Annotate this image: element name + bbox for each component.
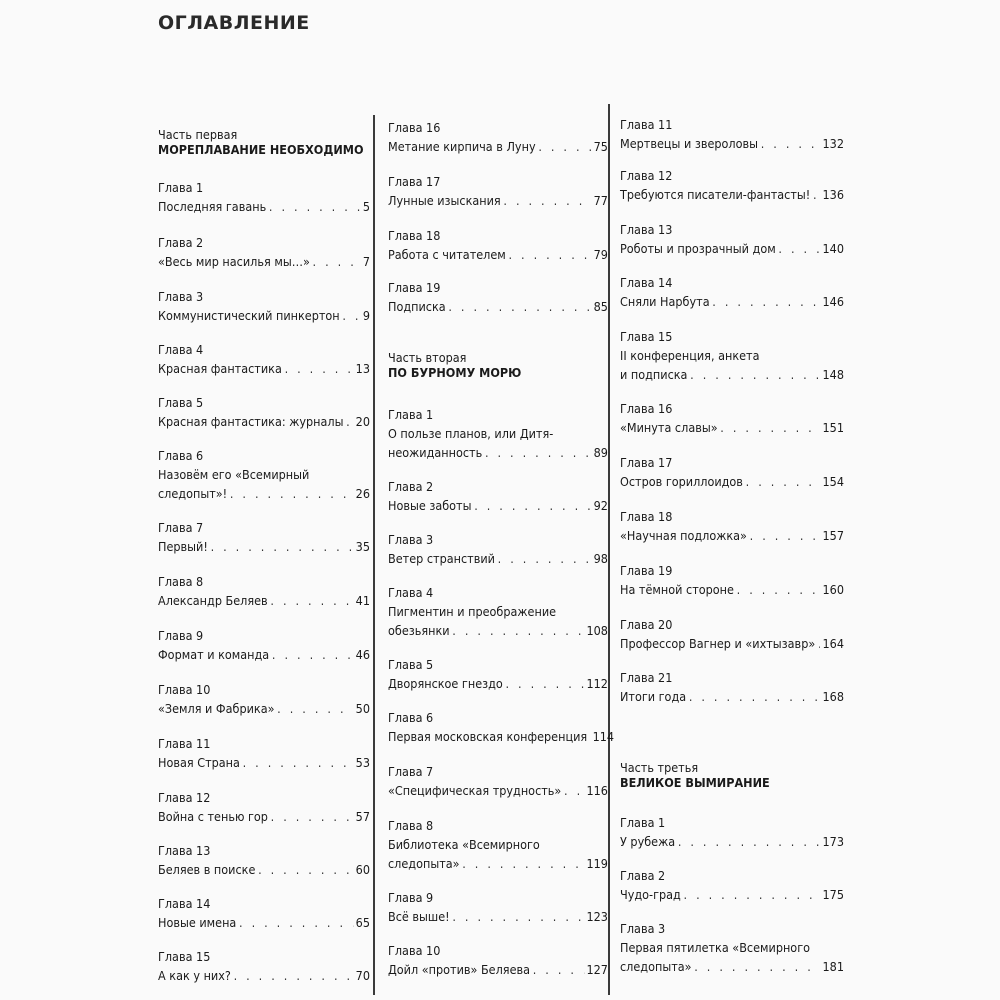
dot-leader <box>813 185 820 204</box>
dot-leader <box>313 252 361 271</box>
chapter-title: На тёмной стороне <box>620 582 734 597</box>
dot-leader <box>750 526 820 545</box>
chapter-title-row <box>620 526 844 545</box>
toc-entry[interactable] <box>158 287 370 325</box>
page-number: 57 <box>355 809 370 824</box>
chapter-title-row <box>388 137 608 156</box>
toc-entry[interactable] <box>620 813 844 851</box>
chapter-title-row <box>158 753 370 772</box>
chapter-title: Первая московская конференция <box>388 729 588 744</box>
chapter-title-row <box>388 854 608 873</box>
page-number: 157 <box>822 528 844 543</box>
dot-leader <box>346 412 353 431</box>
chapter-title: Война с тенью гор <box>158 809 268 824</box>
chapter-label: Глава 3 <box>388 532 434 547</box>
chapter-label: Глава 20 <box>620 617 673 632</box>
dot-leader <box>230 484 353 503</box>
page-number: 140 <box>822 241 844 256</box>
chapter-title-row <box>388 960 608 979</box>
page-number: 114 <box>592 729 615 744</box>
dot-leader <box>712 292 819 311</box>
dot-leader <box>778 239 819 258</box>
page-number: 85 <box>593 299 608 314</box>
toc-entry[interactable] <box>158 680 370 718</box>
chapter-title-row <box>388 245 608 264</box>
part-title: МОРЕПЛАВАНИЕ НЕОБХОДИМО <box>158 142 364 157</box>
chapter-title-row <box>388 621 608 640</box>
toc-entry[interactable] <box>388 816 608 873</box>
chapter-title: «Научная подложка» <box>620 528 747 543</box>
page-number: 77 <box>593 193 608 208</box>
chapter-title: Александр Беляев <box>158 593 268 608</box>
chapter-title: А как у них? <box>158 968 231 983</box>
page-number: 13 <box>355 361 370 376</box>
chapter-label: Глава 2 <box>388 479 434 494</box>
chapter-label: Глава 7 <box>158 520 204 535</box>
chapter-label: Глава 3 <box>158 289 204 304</box>
dot-leader <box>684 885 820 904</box>
chapter-title: следопыт»! <box>158 486 228 501</box>
page-number: 112 <box>586 676 608 691</box>
page-number: 175 <box>822 887 844 902</box>
toc-entry[interactable] <box>620 399 844 437</box>
dot-leader <box>533 960 584 979</box>
chapter-title: Красная фантастика <box>158 361 282 376</box>
toc-entry[interactable] <box>620 615 844 653</box>
chapter-label: Глава 6 <box>388 710 434 725</box>
chapter-title-line: Библиотека «Всемирного <box>388 837 540 852</box>
chapter-title: Работа с читателем <box>388 247 506 262</box>
chapter-label: Глава 2 <box>620 868 666 883</box>
chapter-title: Чудо-град <box>620 887 681 902</box>
chapter-title-row <box>620 634 844 653</box>
toc-entry[interactable] <box>158 947 370 985</box>
toc-entry[interactable] <box>388 583 608 640</box>
chapter-title-row <box>158 807 370 826</box>
toc-entry[interactable] <box>158 734 370 772</box>
toc-entry[interactable] <box>620 919 844 976</box>
chapter-label: Глава 13 <box>620 222 673 237</box>
page-number: 148 <box>822 367 844 382</box>
chapter-label: Глава 5 <box>158 395 204 410</box>
chapter-label: Глава 19 <box>388 280 441 295</box>
chapter-title-row <box>388 496 608 515</box>
chapter-title: Всё выше! <box>388 909 450 924</box>
chapter-title-row <box>158 913 370 932</box>
toc-entry[interactable] <box>620 273 844 311</box>
toc-entry[interactable] <box>620 453 844 491</box>
dot-leader <box>452 907 583 926</box>
dot-leader <box>277 699 353 718</box>
chapter-title-row <box>620 580 844 599</box>
chapter-title-row <box>388 907 608 926</box>
chapter-title-row <box>158 537 370 556</box>
toc-entry[interactable] <box>620 561 844 599</box>
toc-entry[interactable] <box>388 477 608 515</box>
toc-entry[interactable] <box>388 762 608 800</box>
chapter-title-row <box>388 297 608 316</box>
chapter-title-row <box>158 966 370 985</box>
chapter-label: Глава 13 <box>158 843 211 858</box>
page-number: 164 <box>822 636 844 651</box>
chapter-title-row <box>158 306 370 325</box>
part-title: ПО БУРНОМУ МОРЮ <box>388 365 522 380</box>
dot-leader <box>342 306 360 325</box>
chapter-title-row <box>158 359 370 378</box>
page-number: 154 <box>822 474 844 489</box>
chapter-title-line: Назовём его «Всемирный <box>158 467 310 482</box>
chapter-title: следопыта» <box>620 959 692 974</box>
toc-entry[interactable] <box>388 172 608 210</box>
chapter-title: Первый! <box>158 539 208 554</box>
dot-leader <box>689 687 820 706</box>
chapter-title: Итоги года <box>620 689 687 704</box>
chapter-title: Профессор Вагнер и «ихтызавр» <box>620 636 816 651</box>
toc-entry[interactable] <box>158 518 370 556</box>
chapter-title-line: II конференция, анкета <box>620 348 760 363</box>
chapter-title: «Специфическая трудность» <box>388 783 562 798</box>
page-number: 7 <box>362 254 370 269</box>
chapter-label: Глава 10 <box>158 682 211 697</box>
chapter-label: Глава 15 <box>620 329 673 344</box>
chapter-label: Глава 19 <box>620 563 673 578</box>
toc-entry[interactable] <box>158 626 370 664</box>
chapter-label: Глава 18 <box>620 509 673 524</box>
chapter-label: Глава 7 <box>388 764 434 779</box>
toc-entry[interactable] <box>388 278 608 316</box>
chapter-title-row <box>388 549 608 568</box>
toc-entry[interactable] <box>620 866 844 904</box>
chapter-title-row <box>158 252 370 271</box>
dot-leader <box>564 781 584 800</box>
dot-leader <box>211 537 353 556</box>
chapter-title: Сняли Нарбута <box>620 294 710 309</box>
chapter-label: Глава 11 <box>620 117 673 132</box>
chapter-title: Ветер странствий <box>388 551 495 566</box>
page-number: 60 <box>355 862 370 877</box>
chapter-label: Глава 8 <box>158 574 204 589</box>
chapter-title-row <box>620 957 844 976</box>
chapter-title: и подписка <box>620 367 688 382</box>
chapter-title-row <box>620 365 844 384</box>
page-number: 132 <box>822 136 844 151</box>
part-title: ВЕЛИКОЕ ВЫМИРАНИЕ <box>620 775 770 790</box>
page-number: 136 <box>822 187 844 202</box>
page-number: 89 <box>593 445 608 460</box>
toc-entry[interactable] <box>388 530 608 568</box>
dot-leader <box>234 966 353 985</box>
dot-leader <box>474 496 591 515</box>
chapter-title-row <box>620 292 844 311</box>
dot-leader <box>746 472 820 491</box>
chapter-title-row <box>158 645 370 664</box>
toc-entry[interactable] <box>158 178 370 216</box>
toc-entry[interactable] <box>158 393 370 431</box>
toc-entry[interactable] <box>620 507 844 545</box>
dot-leader <box>498 549 591 568</box>
dot-leader <box>448 297 591 316</box>
part-heading <box>388 350 608 381</box>
chapter-label: Глава 9 <box>158 628 204 643</box>
dot-leader <box>508 245 590 264</box>
toc-entry[interactable] <box>620 115 844 153</box>
chapter-title-row <box>158 412 370 431</box>
page-number: 119 <box>586 856 608 871</box>
page-number: 9 <box>362 308 370 323</box>
dot-leader <box>505 674 583 693</box>
page-number: 92 <box>593 498 608 513</box>
chapter-label: Глава 3 <box>620 921 666 936</box>
page-number: 160 <box>822 582 844 597</box>
toc-entry[interactable] <box>388 226 608 264</box>
chapter-title-row <box>158 860 370 879</box>
page-number: 26 <box>355 486 370 501</box>
chapter-title: неожиданность <box>388 445 483 460</box>
chapter-label: Глава 17 <box>388 174 441 189</box>
page-number: 50 <box>355 701 370 716</box>
chapter-title-row <box>620 472 844 491</box>
chapter-title-row <box>620 885 844 904</box>
page-number: 79 <box>593 247 608 262</box>
chapter-title: Метание кирпича в Луну <box>388 139 536 154</box>
chapter-label: Глава 12 <box>620 168 673 183</box>
chapter-title-line: Первая пятилетка «Всемирного <box>620 940 810 955</box>
chapter-label: Глава 10 <box>388 943 441 958</box>
toc-entry[interactable] <box>158 446 370 503</box>
part-label: Часть первая <box>158 127 238 142</box>
chapter-title: Мертвецы и звероловы <box>620 136 759 151</box>
toc-entry[interactable] <box>388 118 608 156</box>
dot-leader <box>737 580 820 599</box>
chapter-title: Требуются писатели-фантасты! <box>620 187 811 202</box>
page-number: 123 <box>586 909 608 924</box>
page-number: 20 <box>355 414 370 429</box>
part-label: Часть третья <box>620 760 699 775</box>
chapter-title: Беляев в поиске <box>158 862 256 877</box>
chapter-title-row <box>158 699 370 718</box>
chapter-title-row <box>158 484 370 503</box>
dot-leader <box>243 753 353 772</box>
toc-entry[interactable] <box>158 894 370 932</box>
dot-leader <box>720 418 819 437</box>
chapter-title: Красная фантастика: журналы <box>158 414 344 429</box>
page-number: 46 <box>355 647 370 662</box>
page-number: 181 <box>822 959 844 974</box>
part-heading <box>158 127 370 158</box>
dot-leader <box>269 197 360 216</box>
dot-leader <box>271 807 353 826</box>
page-number: 168 <box>822 689 844 704</box>
column-divider-left <box>373 115 375 995</box>
part-heading <box>620 760 844 791</box>
chapter-label: Глава 14 <box>158 896 211 911</box>
chapter-title: Коммунистический пинкертон <box>158 308 340 323</box>
chapter-title-row <box>620 832 844 851</box>
page-number: 108 <box>586 623 608 638</box>
chapter-label: Глава 12 <box>158 790 211 805</box>
page-number: 116 <box>586 783 608 798</box>
column-divider-right <box>608 104 610 995</box>
dot-leader <box>462 854 584 873</box>
chapter-title-row <box>158 591 370 610</box>
toc-entry[interactable] <box>388 888 608 926</box>
chapter-label: Глава 2 <box>158 235 204 250</box>
chapter-title-row <box>158 197 370 216</box>
dot-leader <box>452 621 583 640</box>
dot-leader <box>694 957 820 976</box>
chapter-title-row <box>620 185 844 204</box>
chapter-label: Глава 15 <box>158 949 211 964</box>
chapter-label: Глава 21 <box>620 670 673 685</box>
page-number: 151 <box>822 420 844 435</box>
page-number: 146 <box>822 294 844 309</box>
chapter-title: У рубежа <box>620 834 676 849</box>
dot-leader <box>258 860 353 879</box>
chapter-title: «Весь мир насилья мы…» <box>158 254 310 269</box>
chapter-title: «Земля и Фабрика» <box>158 701 275 716</box>
page-number: 53 <box>355 755 370 770</box>
page-number: 75 <box>593 139 608 154</box>
chapter-label: Глава 5 <box>388 657 434 672</box>
chapter-title: Новые заботы <box>388 498 472 513</box>
toc-entry[interactable] <box>620 166 844 204</box>
toc-entry[interactable] <box>158 340 370 378</box>
dot-leader <box>272 645 353 664</box>
chapter-title-row <box>620 687 844 706</box>
chapter-label: Глава 1 <box>388 407 434 422</box>
dot-leader <box>678 832 820 851</box>
page-number: 70 <box>355 968 370 983</box>
dot-leader <box>270 591 353 610</box>
chapter-title: «Минута славы» <box>620 420 718 435</box>
chapter-label: Глава 4 <box>158 342 204 357</box>
chapter-label: Глава 16 <box>388 120 441 135</box>
chapter-title: обезьянки <box>388 623 450 638</box>
chapter-label: Глава 18 <box>388 228 441 243</box>
chapter-title-line: Пигментин и преображение <box>388 604 557 619</box>
toc-entry[interactable] <box>158 788 370 826</box>
dot-leader <box>503 191 591 210</box>
chapter-title-row <box>388 727 615 746</box>
dot-leader <box>239 913 353 932</box>
toc-entry[interactable] <box>388 708 615 746</box>
page-number: 5 <box>362 199 370 214</box>
chapter-title: Новые имена <box>158 915 237 930</box>
chapter-label: Глава 1 <box>620 815 666 830</box>
chapter-title-row <box>620 418 844 437</box>
chapter-label: Глава 8 <box>388 818 434 833</box>
page-number: 98 <box>593 551 608 566</box>
chapter-title: Роботы и прозрачный дом <box>620 241 776 256</box>
chapter-title-row <box>388 674 608 693</box>
chapter-title-row <box>388 443 608 462</box>
chapter-label: Глава 4 <box>388 585 434 600</box>
page-title: ОГЛАВЛЕНИЕ <box>158 12 310 34</box>
page-number: 35 <box>355 539 370 554</box>
dot-leader <box>690 365 820 384</box>
chapter-label: Глава 14 <box>620 275 673 290</box>
chapter-label: Глава 6 <box>158 448 204 463</box>
toc-entry[interactable] <box>620 668 844 706</box>
chapter-title: следопыта» <box>388 856 460 871</box>
chapter-title: Остров гориллоидов <box>620 474 743 489</box>
chapter-label: Глава 17 <box>620 455 673 470</box>
dot-leader <box>485 443 591 462</box>
chapter-title: Дойл «против» Беляева <box>388 962 531 977</box>
dot-leader <box>818 634 820 653</box>
chapter-title: Лунные изыскания <box>388 193 501 208</box>
toc-entry[interactable] <box>158 233 370 271</box>
chapter-title: Подписка <box>388 299 446 314</box>
toc-entry[interactable] <box>158 841 370 879</box>
chapter-label: Глава 16 <box>620 401 673 416</box>
chapter-title: Последняя гавань <box>158 199 267 214</box>
chapter-title-row <box>620 134 844 153</box>
chapter-label: Глава 9 <box>388 890 434 905</box>
chapter-title: Новая Страна <box>158 755 240 770</box>
chapter-title-line: О пользе планов, или Дитя- <box>388 426 554 441</box>
dot-leader <box>538 137 591 156</box>
chapter-title: Дворянское гнездо <box>388 676 503 691</box>
chapter-title-row <box>620 239 844 258</box>
toc-entry[interactable] <box>388 941 608 979</box>
toc-entry[interactable] <box>620 220 844 258</box>
part-label: Часть вторая <box>388 350 467 365</box>
toc-entry[interactable] <box>620 327 844 384</box>
page-number: 41 <box>355 593 370 608</box>
chapter-title-row <box>388 781 608 800</box>
dot-leader <box>761 134 820 153</box>
chapter-title-row <box>388 191 608 210</box>
dot-leader <box>285 359 353 378</box>
chapter-label: Глава 1 <box>158 180 204 195</box>
page-number: 65 <box>355 915 370 930</box>
page-number: 173 <box>822 834 844 849</box>
toc-entry[interactable] <box>158 572 370 610</box>
page-number: 127 <box>586 962 608 977</box>
toc-entry[interactable] <box>388 405 608 462</box>
chapter-label: Глава 11 <box>158 736 211 751</box>
chapter-title: Формат и команда <box>158 647 270 662</box>
toc-entry[interactable] <box>388 655 608 693</box>
